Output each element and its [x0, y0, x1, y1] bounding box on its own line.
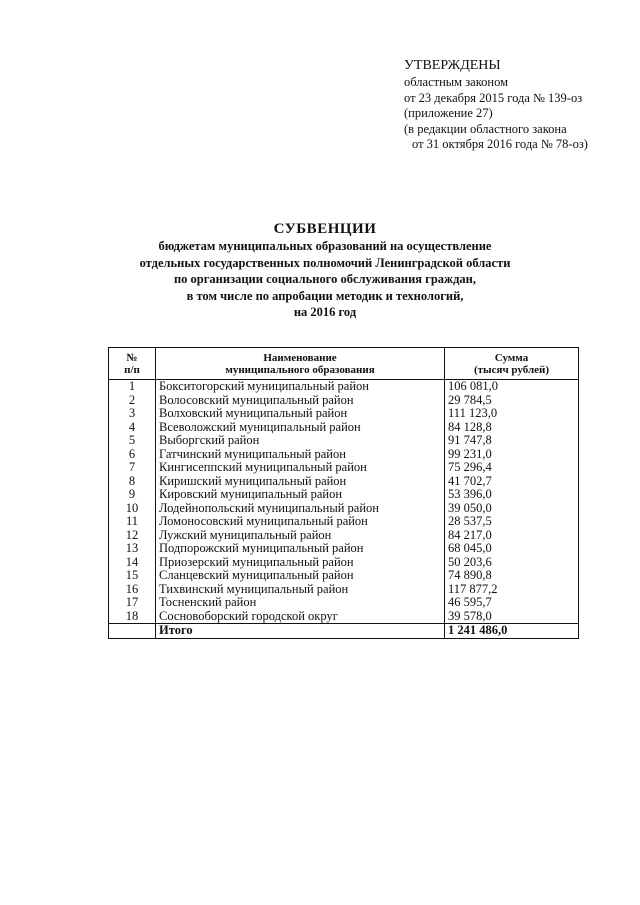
row-amount: 106 081,0	[445, 380, 579, 394]
header-name-line1: Наименование	[263, 351, 337, 364]
row-num: 2	[109, 394, 156, 408]
approval-line: (в редакции областного закона	[404, 121, 567, 136]
table-row	[109, 488, 579, 502]
row-amount: 39 050,0	[445, 502, 579, 516]
row-amount: 50 203,6	[445, 556, 579, 570]
approval-line: (приложение 27)	[404, 106, 493, 120]
row-num: 3	[109, 407, 156, 421]
title-line: отдельных государственных полномочий Ленинградской области	[139, 255, 511, 270]
row-name: Тосненский район	[156, 596, 445, 610]
row-num: 12	[109, 529, 156, 543]
row-num: 7	[109, 461, 156, 475]
approval-line: от 31 октября 2016 года № 78-оз)	[412, 137, 588, 151]
row-name: Ломоносовский муниципальный район	[156, 515, 445, 529]
title-main: СУБВЕНЦИИ	[273, 221, 377, 237]
table-row	[109, 407, 579, 421]
table-row	[109, 610, 579, 624]
header-name	[156, 348, 445, 380]
table-row	[109, 434, 579, 448]
row-num: 10	[109, 502, 156, 516]
table-row	[109, 569, 579, 583]
row-amount: 117 877,2	[445, 583, 579, 597]
approval-heading: УТВЕРЖДЕНЫ	[404, 58, 501, 73]
row-name: Кингисеппский муниципальный район	[156, 461, 445, 475]
table-row	[109, 475, 579, 489]
total-row	[109, 624, 579, 639]
header-amount-line2: (тысяч рублей)	[473, 363, 550, 376]
row-name: Всеволожский муниципальный район	[156, 421, 445, 435]
approval-block	[404, 58, 634, 153]
table-header-row	[109, 348, 579, 380]
row-amount: 99 231,0	[445, 448, 579, 462]
row-amount: 111 123,0	[445, 407, 579, 421]
table-row	[109, 583, 579, 597]
title-line: в том числе по апробации методик и технологий,	[186, 288, 464, 303]
total-amount: 1 241 486,0	[445, 624, 579, 639]
row-num: 13	[109, 542, 156, 556]
header-name-line2: муниципального образования	[225, 363, 375, 376]
row-amount: 75 296,4	[445, 461, 579, 475]
title-line: на 2016 год	[293, 305, 357, 319]
table-row	[109, 542, 579, 556]
row-amount: 53 396,0	[445, 488, 579, 502]
row-name: Лужский муниципальный район	[156, 529, 445, 543]
row-amount: 91 747,8	[445, 434, 579, 448]
table-row	[109, 529, 579, 543]
row-name: Подпорожский муниципальный район	[156, 542, 445, 556]
row-name: Волховский муниципальный район	[156, 407, 445, 421]
table-row	[109, 380, 579, 394]
table-row	[109, 556, 579, 570]
header-num-line2: п/п	[124, 363, 140, 376]
approval-line: областным законом	[404, 75, 509, 89]
table-row	[109, 596, 579, 610]
row-amount: 46 595,7	[445, 596, 579, 610]
row-amount: 29 784,5	[445, 394, 579, 408]
row-amount: 28 537,5	[445, 515, 579, 529]
row-amount: 68 045,0	[445, 542, 579, 556]
row-amount: 74 890,8	[445, 569, 579, 583]
row-name: Тихвинский муниципальный район	[156, 583, 445, 597]
header-num-line1: №	[126, 351, 138, 364]
row-num: 6	[109, 448, 156, 462]
table-row	[109, 515, 579, 529]
row-name: Кировский муниципальный район	[156, 488, 445, 502]
table-row	[109, 461, 579, 475]
row-name: Киришский муниципальный район	[156, 475, 445, 489]
header-amount-line1: Сумма	[494, 351, 529, 364]
row-num: 18	[109, 610, 156, 624]
row-num: 15	[109, 569, 156, 583]
row-name: Гатчинский муниципальный район	[156, 448, 445, 462]
row-num: 8	[109, 475, 156, 489]
row-name: Бокситогорский муниципальный район	[156, 380, 445, 394]
table-row	[109, 394, 579, 408]
row-num: 14	[109, 556, 156, 570]
table-row	[109, 502, 579, 516]
row-num: 9	[109, 488, 156, 502]
row-amount: 41 702,7	[445, 475, 579, 489]
document-title	[100, 220, 550, 321]
row-amount: 84 128,8	[445, 421, 579, 435]
row-amount: 84 217,0	[445, 529, 579, 543]
table-row	[109, 421, 579, 435]
title-line: по организации социального обслуживания граждан,	[173, 272, 477, 286]
row-name: Лодейнопольский муниципальный район	[156, 502, 445, 516]
row-num: 1	[109, 380, 156, 394]
row-num: 17	[109, 596, 156, 610]
title-line: бюджетам муниципальных образований на осуществление	[158, 239, 492, 253]
header-amount	[445, 348, 579, 380]
row-num: 4	[109, 421, 156, 435]
total-num-cell	[109, 624, 156, 639]
row-name: Сланцевский муниципальный район	[156, 569, 445, 583]
row-name: Приозерский муниципальный район	[156, 556, 445, 570]
row-amount: 39 578,0	[445, 610, 579, 624]
subventions-table	[108, 347, 579, 639]
total-label: Итого	[156, 624, 445, 639]
row-num: 16	[109, 583, 156, 597]
row-num: 11	[109, 515, 156, 529]
table-row	[109, 448, 579, 462]
row-num: 5	[109, 434, 156, 448]
row-name: Выборгский район	[156, 434, 445, 448]
header-num	[109, 348, 156, 380]
row-name: Сосновоборский городской округ	[156, 610, 445, 624]
row-name: Волосовский муниципальный район	[156, 394, 445, 408]
approval-line: от 23 декабря 2015 года № 139-оз	[404, 90, 583, 105]
